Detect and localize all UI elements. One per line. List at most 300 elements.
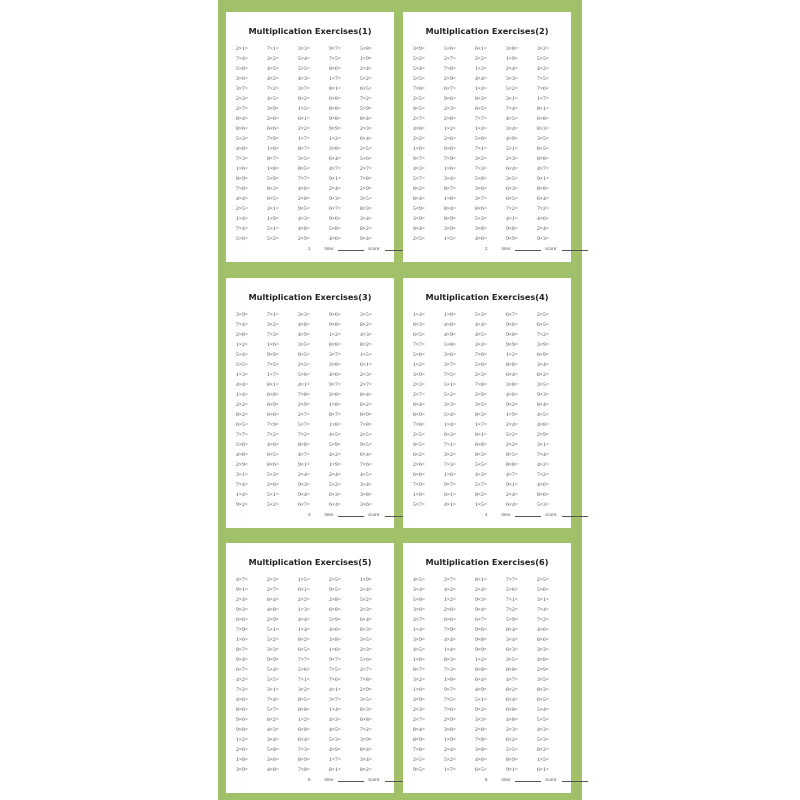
problem: 5×7=	[267, 707, 279, 713]
problem: 3×1=	[267, 687, 279, 693]
problem: 2×4=	[236, 597, 248, 603]
problem: 2×3=	[360, 372, 372, 378]
problem: 2×7=	[360, 667, 372, 673]
problem-row	[413, 224, 568, 234]
problem-row	[236, 44, 391, 54]
problem: 9×5=	[360, 442, 372, 448]
problem: 2×4=	[444, 747, 456, 753]
problem-row	[236, 430, 391, 440]
problem: 1×4=	[329, 707, 341, 713]
problem: 8×2=	[413, 186, 425, 192]
problem: 7×5=	[329, 56, 341, 62]
problem: 8×3=	[360, 206, 372, 212]
problem-row	[413, 234, 568, 244]
problem-row	[236, 174, 391, 184]
problem: 8×8=	[329, 106, 341, 112]
problem: 8×7=	[329, 412, 341, 418]
problem: 2×6=	[267, 482, 279, 488]
score-label: score:	[368, 777, 381, 782]
problem: 3×6=	[360, 502, 372, 508]
problem-row	[236, 350, 391, 360]
problem: 2×1=	[236, 46, 248, 52]
problem: 8×3=	[444, 657, 456, 663]
problem: 1×4=	[475, 86, 487, 92]
problem: 6×8=	[298, 727, 310, 733]
problem: 6×6=	[267, 126, 279, 132]
problem: 1×8=	[267, 166, 279, 172]
problem: 2×9=	[537, 432, 549, 438]
problem: 5×7=	[413, 176, 425, 182]
problem: 2×5=	[413, 432, 425, 438]
problem: 2×3=	[413, 707, 425, 713]
problem-row	[236, 214, 391, 224]
problem: 5×2=	[329, 482, 341, 488]
problem: 5×1=	[267, 627, 279, 633]
problem: 8×3=	[413, 322, 425, 328]
problem: 7×8=	[360, 677, 372, 683]
problem: 6×2=	[360, 402, 372, 408]
problem-row	[236, 685, 391, 695]
problem: 1×7=	[444, 767, 456, 773]
problem: 2×5=	[360, 432, 372, 438]
problem: 6×5=	[537, 697, 549, 703]
problem: 3×9=	[413, 697, 425, 703]
problem: 8×4=	[413, 402, 425, 408]
problem: 6×4=	[360, 136, 372, 142]
problem: 7×1=	[267, 46, 279, 52]
problem: 7×4=	[267, 697, 279, 703]
problem-row	[413, 84, 568, 94]
problem: 4×5=	[360, 472, 372, 478]
problem-row	[413, 585, 568, 595]
problem: 5×9=	[506, 617, 518, 623]
problem: 2×8=	[444, 116, 456, 122]
problem: 7×4=	[537, 452, 549, 458]
problem: 7×6=	[360, 462, 372, 468]
problem: 5×2=	[267, 637, 279, 643]
problem-row	[413, 500, 568, 510]
problem: 5×5=	[537, 717, 549, 723]
problem-row	[413, 460, 568, 470]
problem: 4×6=	[329, 627, 341, 633]
problem: 8×8=	[298, 707, 310, 713]
problem: 7×4=	[236, 56, 248, 62]
problem: 8×4=	[413, 196, 425, 202]
problem-row	[236, 124, 391, 134]
problem-row	[413, 184, 568, 194]
problem: 6×7=	[475, 617, 487, 623]
problem: 9×9=	[475, 647, 487, 653]
problem: 1×8=	[444, 196, 456, 202]
problem: 2×5=	[236, 206, 248, 212]
problem: 6×4=	[329, 502, 341, 508]
problem: 5×5=	[298, 66, 310, 72]
problem-grid	[413, 44, 568, 244]
problem: 8×1=	[537, 106, 549, 112]
problem: 5×6=	[537, 587, 549, 593]
problem: 7×7=	[475, 116, 487, 122]
score-label: score:	[368, 246, 381, 251]
page-number: 4	[485, 512, 488, 517]
problem: 6×7=	[444, 86, 456, 92]
problem-row	[236, 765, 391, 775]
problem: 4×8=	[298, 226, 310, 232]
problem: 2×5=	[537, 577, 549, 583]
problem: 3×3=	[475, 717, 487, 723]
problem: 8×2=	[360, 767, 372, 773]
problem: 3×4=	[444, 176, 456, 182]
problem-row	[413, 655, 568, 665]
problem: 5×7=	[475, 482, 487, 488]
problem-row	[236, 450, 391, 460]
problem: 4×8=	[413, 126, 425, 132]
problem: 1×6=	[444, 166, 456, 172]
page-number: 5	[308, 777, 311, 782]
score-label: score:	[545, 512, 558, 517]
problem: 3×1=	[537, 597, 549, 603]
problem: 3×8=	[506, 382, 518, 388]
problem: 1×9=	[444, 737, 456, 743]
problem: 3×5=	[360, 196, 372, 202]
problem: 8×2=	[360, 322, 372, 328]
problem: 3×9=	[236, 312, 248, 318]
problem: 7×4=	[236, 226, 248, 232]
problem-row	[236, 164, 391, 174]
problem: 3×8=	[444, 727, 456, 733]
problem: 3×5=	[537, 382, 549, 388]
problem: 8×9=	[298, 757, 310, 763]
problem: 4×3=	[267, 727, 279, 733]
problem: 9×6=	[506, 322, 518, 328]
problem: 8×6=	[236, 707, 248, 713]
problem: 2×6=	[444, 607, 456, 613]
problem: 5×2=	[267, 236, 279, 242]
problem: 8×1=	[329, 767, 341, 773]
problem: 4×6=	[236, 697, 248, 703]
problem: 6×1=	[298, 116, 310, 122]
problem: 2×5=	[360, 146, 372, 152]
problem: 4×8=	[444, 322, 456, 328]
problem-row	[413, 470, 568, 480]
problem-row	[236, 54, 391, 64]
problem: 2×9=	[298, 402, 310, 408]
problem: 8×7=	[444, 186, 456, 192]
problem: 3×9=	[444, 226, 456, 232]
problem: 8×9=	[360, 412, 372, 418]
problem-row	[236, 605, 391, 615]
problem: 2×8=	[236, 332, 248, 338]
problem: 7×7=	[298, 176, 310, 182]
problem-row	[236, 204, 391, 214]
problem: 4×1=	[506, 216, 518, 222]
problem: 2×5=	[413, 236, 425, 242]
problem: 4×5=	[475, 332, 487, 338]
problem: 4×6=	[506, 392, 518, 398]
problem: 6×9=	[537, 352, 549, 358]
worksheet-page	[403, 12, 571, 262]
problem: 4×9=	[506, 136, 518, 142]
problem: 4×5=	[537, 412, 549, 418]
problem-row	[236, 410, 391, 420]
problem: 7×7=	[413, 342, 425, 348]
problem: 6×3=	[444, 432, 456, 438]
problem: 8×3=	[267, 186, 279, 192]
problem: 3×9=	[413, 46, 425, 52]
problem: 8×2=	[298, 637, 310, 643]
problem: 1×2=	[236, 342, 248, 348]
problem: 4×7=	[506, 677, 518, 683]
problem: 7×5=	[267, 362, 279, 368]
problem: 8×3=	[475, 452, 487, 458]
problem: 8×4=	[360, 116, 372, 122]
problem-row	[236, 575, 391, 585]
problem: 6×4=	[506, 166, 518, 172]
problem: 2×9=	[475, 392, 487, 398]
problem: 2×2=	[506, 442, 518, 448]
problem: 7×5=	[444, 372, 456, 378]
problem: 5×6=	[475, 136, 487, 142]
problem-row	[236, 74, 391, 84]
problem: 5×3=	[537, 737, 549, 743]
problem: 7×2=	[236, 687, 248, 693]
problem: 2×4=	[506, 492, 518, 498]
problem: 2×2=	[475, 56, 487, 62]
problem: 8×2=	[537, 372, 549, 378]
problem: 8×2=	[360, 342, 372, 348]
problem: 1×6=	[267, 146, 279, 152]
problem: 1×7=	[329, 76, 341, 82]
problem-row	[236, 194, 391, 204]
problem: 7×3=	[444, 667, 456, 673]
problem: 9×3=	[236, 607, 248, 613]
problem: 4×3=	[329, 717, 341, 723]
problem: 4×7=	[236, 577, 248, 583]
problem: 8×1=	[475, 577, 487, 583]
time-blank	[515, 512, 541, 517]
problem-row	[413, 144, 568, 154]
problem: 3×5=	[360, 312, 372, 318]
problem: 7×5=	[444, 697, 456, 703]
problem: 3×6=	[413, 607, 425, 613]
problem: 1×9=	[329, 462, 341, 468]
worksheet-footer	[485, 777, 588, 782]
problem: 7×9=	[267, 136, 279, 142]
problem: 8×1=	[267, 382, 279, 388]
problem: 3×2=	[267, 56, 279, 62]
problem: 6×5=	[298, 647, 310, 653]
problem: 4×5=	[267, 96, 279, 102]
problem: 4×4=	[444, 637, 456, 643]
problem: 8×7=	[413, 667, 425, 673]
problem: 5×6=	[236, 236, 248, 242]
problem-row	[236, 470, 391, 480]
problem: 5×2=	[360, 597, 372, 603]
problem: 1×4=	[236, 492, 248, 498]
problem-row	[413, 745, 568, 755]
problem: 7×8=	[413, 86, 425, 92]
problem-row	[236, 480, 391, 490]
problem: 4×6=	[475, 757, 487, 763]
problem: 6×1=	[298, 587, 310, 593]
problem-row	[413, 635, 568, 645]
problem-row	[413, 490, 568, 500]
problem: 6×9=	[267, 402, 279, 408]
problem: 2×8=	[298, 196, 310, 202]
problem: 8×8=	[475, 667, 487, 673]
problem: 3×8=	[329, 146, 341, 152]
problem: 9×8=	[329, 322, 341, 328]
worksheet-title: Multiplication Exercises(2)	[425, 26, 549, 36]
problem: 8×3=	[537, 126, 549, 132]
problem: 9×6=	[329, 216, 341, 222]
problem: 6×8=	[360, 717, 372, 723]
problem: 8×8=	[506, 362, 518, 368]
problem: 8×6=	[475, 206, 487, 212]
problem: 8×4=	[444, 206, 456, 212]
problem: 3×3=	[506, 76, 518, 82]
problem: 1×6=	[329, 647, 341, 653]
problem: 8×3=	[537, 687, 549, 693]
problem: 7×8=	[444, 66, 456, 72]
problem: 3×5=	[298, 156, 310, 162]
problem: 6×1=	[475, 46, 487, 52]
problem: 9×1=	[298, 462, 310, 468]
problem: 2×7=	[413, 116, 425, 122]
problem: 1×7=	[475, 422, 487, 428]
problem: 5×6=	[444, 46, 456, 52]
problem: 7×9=	[413, 482, 425, 488]
worksheet-footer	[308, 777, 411, 782]
problem: 3×5=	[537, 136, 549, 142]
problem: 8×5=	[298, 352, 310, 358]
problem: 1×2=	[475, 657, 487, 663]
problem: 4×4=	[298, 617, 310, 623]
problem: 3×7=	[475, 196, 487, 202]
problem-row	[413, 74, 568, 84]
problem: 2×4=	[506, 66, 518, 72]
problem: 9×5=	[329, 587, 341, 593]
problem: 5×4=	[413, 66, 425, 72]
problem: 5×9=	[329, 617, 341, 623]
problem: 4×4=	[236, 196, 248, 202]
problem: 2×3=	[413, 382, 425, 388]
problem: 5×1=	[267, 226, 279, 232]
time-blank	[338, 777, 364, 782]
problem: 5×2=	[506, 432, 518, 438]
problem: 8×3=	[475, 96, 487, 102]
problem: 2×3=	[506, 727, 518, 733]
problem: 3×5=	[298, 342, 310, 348]
problem: 9×5=	[413, 106, 425, 112]
problem: 6×8=	[329, 607, 341, 613]
problem: 2×7=	[360, 166, 372, 172]
problem-row	[413, 44, 568, 54]
worksheet-title: Multiplication Exercises(3)	[248, 292, 372, 302]
problem-row	[236, 234, 391, 244]
problem: 2×2=	[413, 136, 425, 142]
problem: 9×9=	[506, 342, 518, 348]
problem: 5×6=	[475, 362, 487, 368]
problem-row	[413, 390, 568, 400]
problem: 6×1=	[537, 767, 549, 773]
problem: 4×6=	[537, 627, 549, 633]
problem: 5×1=	[506, 146, 518, 152]
problem: 2×7=	[413, 392, 425, 398]
problem: 6×4=	[298, 737, 310, 743]
problem: 8×2=	[475, 492, 487, 498]
problem-row	[413, 765, 568, 775]
problem: 7×8=	[298, 767, 310, 773]
problem: 5×4=	[236, 352, 248, 358]
problem: 4×4=	[475, 76, 487, 82]
problem-row	[236, 370, 391, 380]
problem-row	[236, 330, 391, 340]
problem-row	[236, 755, 391, 765]
problem: 5×2=	[444, 392, 456, 398]
problem: 4×5=	[329, 727, 341, 733]
problem: 3×1=	[506, 96, 518, 102]
problem: 3×5=	[360, 697, 372, 703]
problem: 3×3=	[298, 46, 310, 52]
problem: 1×2=	[329, 332, 341, 338]
problem: 7×2=	[537, 206, 549, 212]
problem: 1×3=	[236, 372, 248, 378]
problem: 7×2=	[506, 206, 518, 212]
problem: 1×4=	[413, 312, 425, 318]
problem: 3×2=	[444, 452, 456, 458]
problem: 8×5=	[298, 166, 310, 172]
problem-row	[236, 615, 391, 625]
problem: 7×3=	[475, 166, 487, 172]
problem: 6×7=	[298, 502, 310, 508]
problem: 2×9=	[236, 462, 248, 468]
problem-row	[413, 705, 568, 715]
problem: 7×3=	[267, 332, 279, 338]
problem: 1×8=	[236, 757, 248, 763]
problem: 4×8=	[267, 767, 279, 773]
problem: 5×6=	[236, 442, 248, 448]
problem-row	[413, 54, 568, 64]
problem: 3×4=	[267, 737, 279, 743]
problem: 8×8=	[537, 156, 549, 162]
problem-row	[413, 675, 568, 685]
problem: 4×2=	[329, 452, 341, 458]
problem-row	[413, 575, 568, 585]
problem: 2×7=	[236, 106, 248, 112]
problem: 2×3=	[360, 126, 372, 132]
problem: 8×4=	[537, 402, 549, 408]
problem: 9×1=	[329, 176, 341, 182]
problem: 8×9=	[236, 176, 248, 182]
problem: 9×3=	[329, 196, 341, 202]
problem-row	[236, 380, 391, 390]
problem-row	[413, 104, 568, 114]
problem: 9×3=	[298, 482, 310, 488]
problem: 7×4=	[537, 607, 549, 613]
problem: 7×8=	[360, 422, 372, 428]
time-label: time:	[501, 512, 512, 517]
problem: 5×8=	[360, 46, 372, 52]
problem: 5×5=	[236, 362, 248, 368]
problem: 5×6=	[360, 156, 372, 162]
problem: 2×9=	[267, 617, 279, 623]
problem: 6×4=	[537, 196, 549, 202]
problem: 1×7=	[298, 136, 310, 142]
problem: 1×8=	[444, 312, 456, 318]
problem: 6×3=	[506, 647, 518, 653]
problem: 9×2=	[506, 402, 518, 408]
page-number: 3	[308, 512, 311, 517]
